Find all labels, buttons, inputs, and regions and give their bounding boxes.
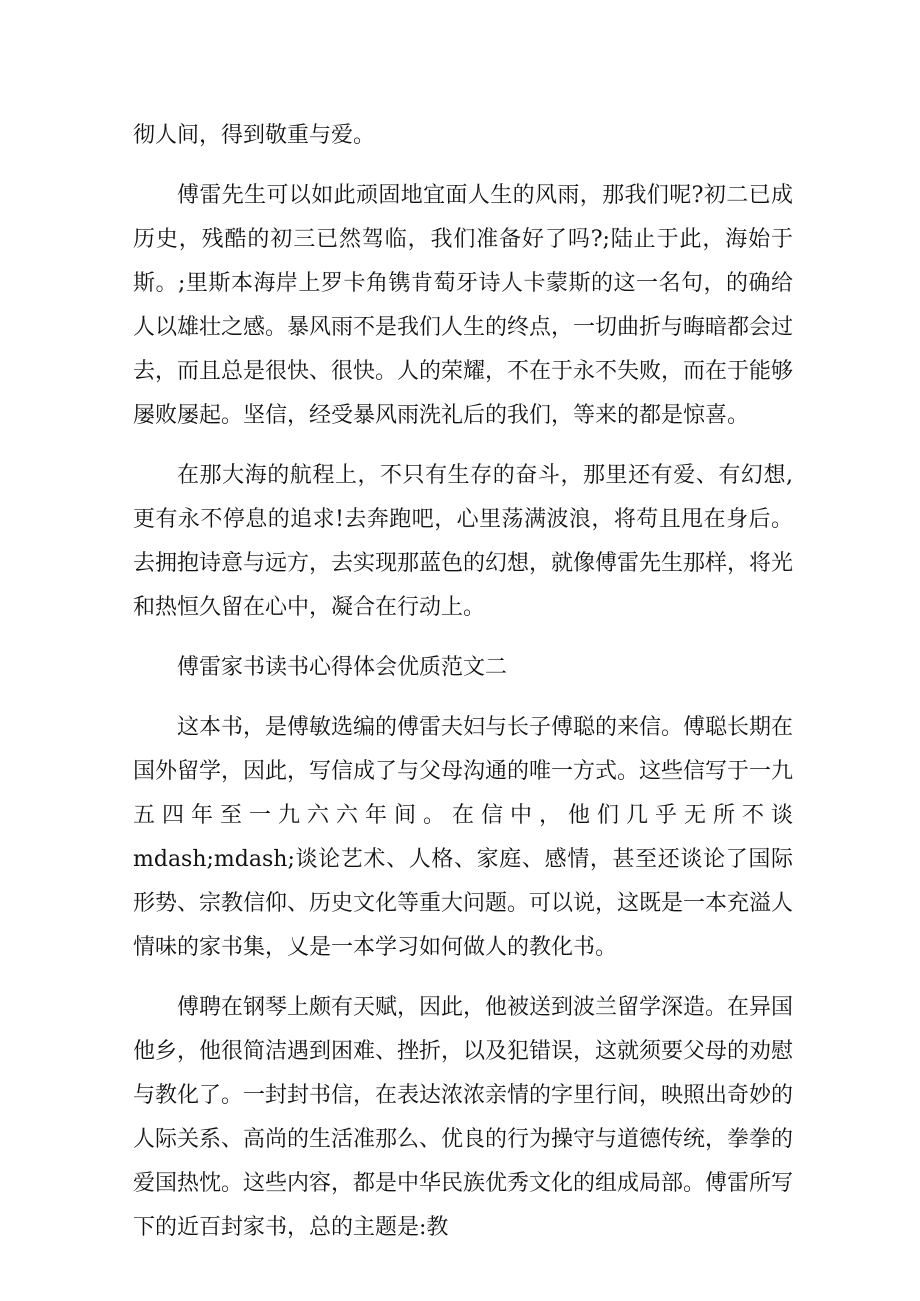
paragraph-piano: 傅聘在钢琴上颇有天赋，因此，他被送到波兰留学深造。在异国他乡，他很简洁遇到困难、挫折，以及犯错误，这就须要父母的劝慰与教化了。一封封书信，在表达浓浓亲情的字里行间，映照出奇妙的人际关系、高尚的生活准那么、优良的行为操守与道德传统，拳拳的爱国热忱。这些内容，都是中华民族优秀文化的组成局部。傅雷所写下的近百封家书，总的主题是:教 — [133, 995, 794, 1240]
paragraph-book-intro: 这本书，是傅敏选编的傅雷夫妇与长子傅聪的来信。傅聪长期在国外留学，因此，写信成了与父母沟通的唯一方式。这些信写于一九五四年至一九六六年间。在信中，他们几乎无所不谈mdash;mdash;谈论艺术、人格、家庭、感情，甚至还谈论了国际形势、宗教信仰、历史文化等重大问题。可以说，这既是一本充溢人情味的家书集，乂是一本学习如何做人的教化书。 — [133, 715, 794, 960]
paragraph-storm: 傅雷先生可以如此顽固地宜面人生的风雨，那我们呢?初二已成历史，残酷的初三已然驾临，我们准备好了吗?;陆止于此，海始于斯。;里斯本海岸上罗卡角镌肯萄牙诗人卡蒙斯的这一名句，的确给人以雄壮之感。暴风雨不是我们人生的终点，一切曲折与晦暗都会过去，而且总是很快、很快。人的荣耀，不在于永不失败，而在于能够屡败屡起。坚信，经受暴风雨洗礼后的我们，等来的都是惊喜。 — [133, 183, 794, 428]
paragraph-continuation: 彻人间，得到敬重与爱。 — [133, 123, 376, 148]
section-heading: 傅雷家书读书心得体会优质范文二 — [177, 655, 508, 680]
paragraph-voyage: 在那大海的航程上，不只有生存的奋斗，那里还有爱、有幻想,更有永不停息的追求!去奔跑吧，心里荡满波浪，将苟且甩在身后。去拥抱诗意与远方，去实现那蓝色的幻想，就像傅雷先生那样，将光和热恒久留在心中，凝合在行动上。 — [133, 463, 794, 620]
document-body — [133, 114, 793, 1250]
